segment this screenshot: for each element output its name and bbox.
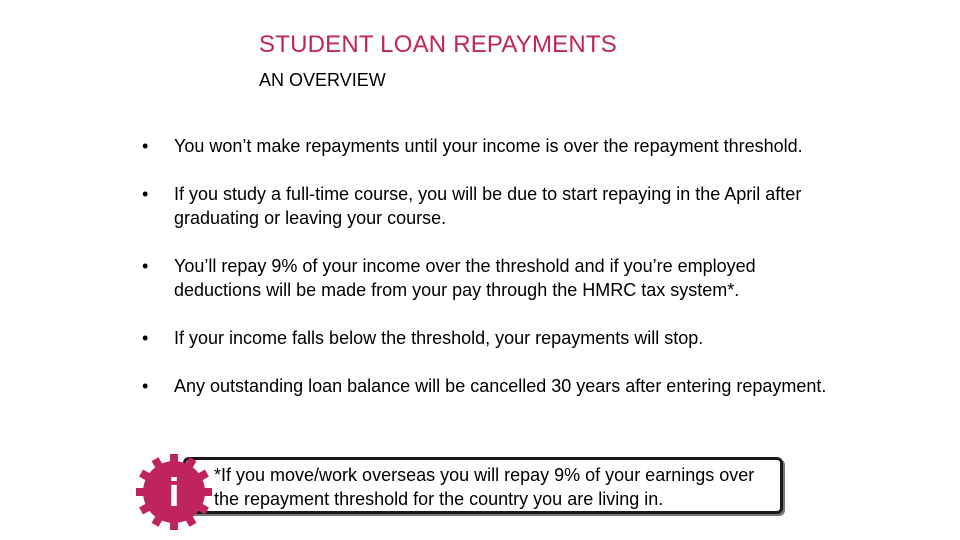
bullet-item	[142, 134, 842, 158]
bullet-item	[142, 374, 842, 398]
info-letter: i	[168, 471, 180, 515]
bullet-text: You won’t make repayments until your income is over the repayment threshold.	[174, 136, 803, 156]
bullet-item	[142, 254, 842, 302]
bullet-text: If you study a full-time course, you will be due to start repaying in the April after graduating or leaving your course.	[174, 184, 802, 228]
slide-title: STUDENT LOAN REPAYMENTS	[259, 31, 617, 58]
bullet-item	[142, 182, 842, 230]
bullet-marker: •	[142, 256, 149, 276]
slide-subtitle: AN OVERVIEW	[259, 70, 386, 90]
overseas-note-box	[183, 457, 783, 514]
bullet-text: If your income falls below the threshold, your repayments will stop.	[174, 328, 704, 348]
bullet-marker: •	[142, 328, 149, 348]
bullet-item	[142, 326, 842, 350]
bullet-marker: •	[142, 184, 149, 204]
bullet-text: You’ll repay 9% of your income over the threshold and if you’re employed deductions will be made from your pay through the HMRC tax system*.	[174, 256, 756, 300]
info-gear-icon	[134, 452, 214, 532]
bullet-list	[142, 134, 842, 422]
bullet-marker: •	[142, 136, 149, 156]
bullet-marker: •	[142, 376, 149, 396]
overseas-note-text: *If you move/work overseas you will repay 9% of your earnings over the repayment threshold for the country you are living in.	[214, 465, 755, 509]
bullet-text: Any outstanding loan balance will be cancelled 30 years after entering repayment.	[174, 376, 827, 396]
